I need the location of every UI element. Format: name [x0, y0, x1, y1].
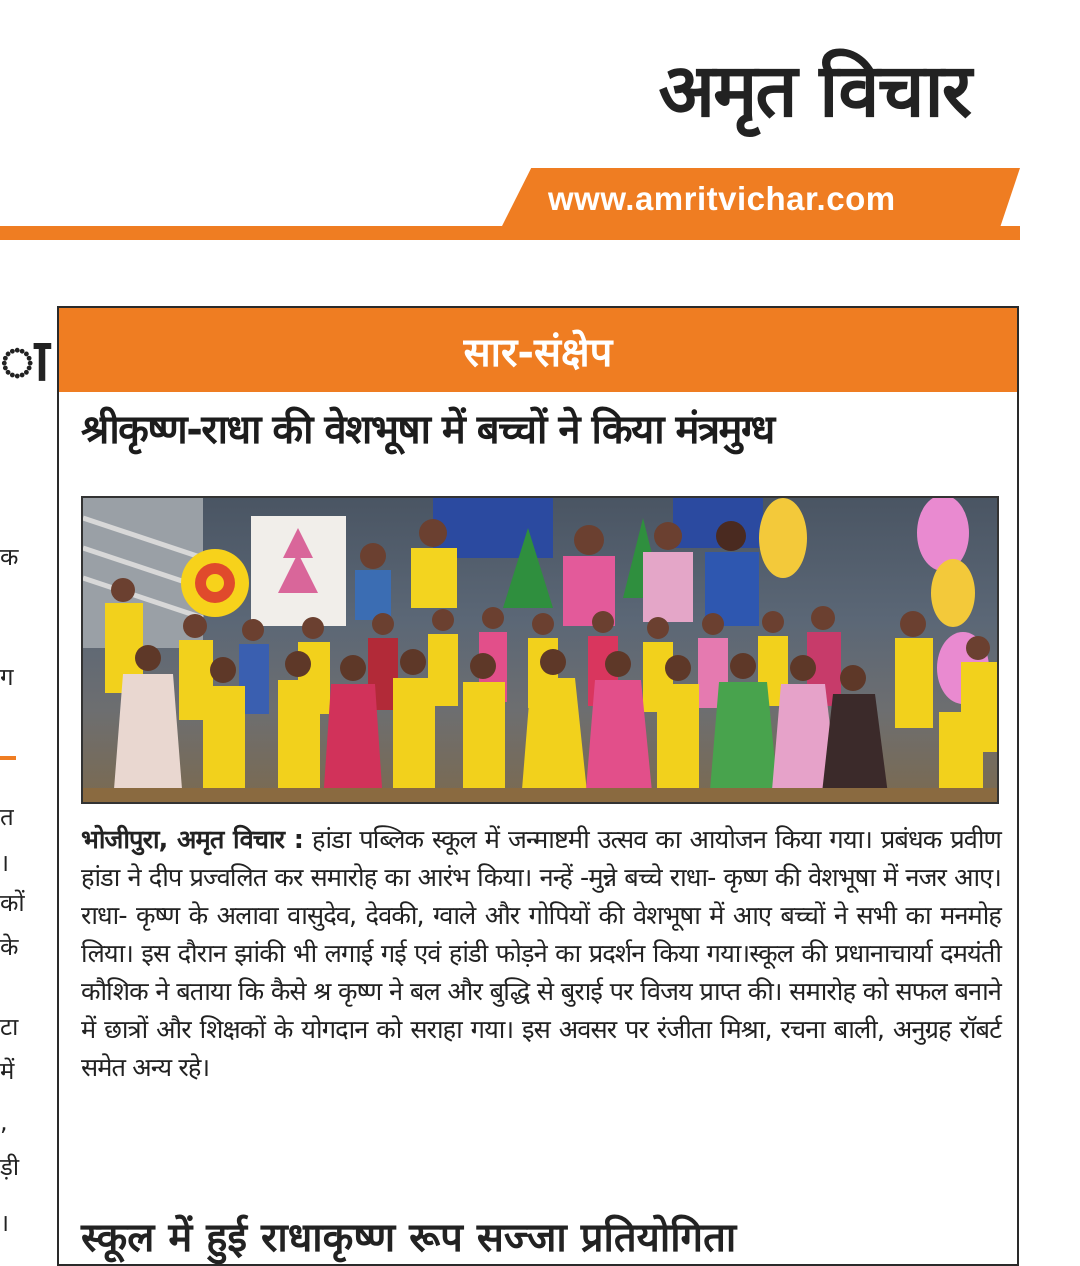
- floor: [83, 788, 997, 802]
- paisley-decoration: [759, 498, 807, 578]
- next-article-headline: स्कूल में हुई राधाकृष्ण रूप सज्जा प्रतियोगिता: [81, 1215, 737, 1261]
- adjacent-column-fragment: कों: [0, 889, 25, 917]
- photo-illustration: [83, 498, 997, 802]
- adjacent-column-fragment: के: [0, 933, 19, 961]
- article-photo: [81, 496, 999, 804]
- adjacent-column-fragment: ।: [0, 849, 10, 877]
- section-label: सार-संक्षेप: [463, 329, 613, 376]
- website-url: www.amritvichar.com: [548, 180, 896, 217]
- article-body: [81, 820, 1001, 1086]
- adjacent-column-fragment: टा: [0, 1013, 19, 1041]
- adjacent-column-fragment: क: [0, 543, 19, 571]
- article-body-text: हांडा पब्लिक स्कूल में जन्माष्टमी उत्सव का आयोजन किया गया। प्रबंधक प्रवीण हांडा ने दीप प्रज्वलित कर समारोह का आरंभ किया। नन्हें -मुन्ने बच्चे राधा- कृष्ण की वेशभूषा में नजर आए। राधा- कृष्ण के अलावा वासुदेव, देवकी, ग्वाले और गोपियों की वेशभूषा में आए बच्चों ने सभी का मनमोह लिया। इस दौरान झांकी भी लगाई गई एवं हांडी फोड़ने का प्रदर्शन किया गया।स्कूल की प्रधानाचार्या दमयंती कौशिक ने बताया कि कैसे श्र कृष्ण ने बल और बुद्धि से बुराई पर विजय प्राप्त की। समारोह को सफल बनाने में छात्रों और शिक्षकों के योगदान को सराहा गया। इस अवसर पर रंजीता मिश्रा, रचना बाली, अनुग्रह रॉबर्ट समेत अन्य रहे।: [81, 824, 1002, 1082]
- children-group: [105, 578, 997, 802]
- masthead-title: अमृत विचार: [658, 48, 970, 134]
- adjacent-column-fragment: ।: [0, 1209, 10, 1237]
- adjacent-column-fragment: ग: [0, 663, 14, 691]
- article-box: [57, 306, 1019, 1266]
- adjacent-column-fragment: ड़ी: [0, 1153, 20, 1181]
- section-band: [59, 308, 1017, 392]
- adjacent-column-fragment: में: [0, 1057, 15, 1085]
- adjacent-column-fragment: ा: [0, 326, 50, 394]
- article-dateline: भोजीपुरा, अमृत विचार :: [81, 824, 304, 854]
- adjacent-column-rule: [0, 756, 16, 760]
- article-headline: श्रीकृष्ण-राधा की वेशभूषा में बच्चों ने किया मंत्रमुग्ध: [81, 407, 774, 453]
- adjacent-column-fragment: ,: [0, 1108, 8, 1136]
- adjacent-column-fragment: त: [0, 803, 14, 831]
